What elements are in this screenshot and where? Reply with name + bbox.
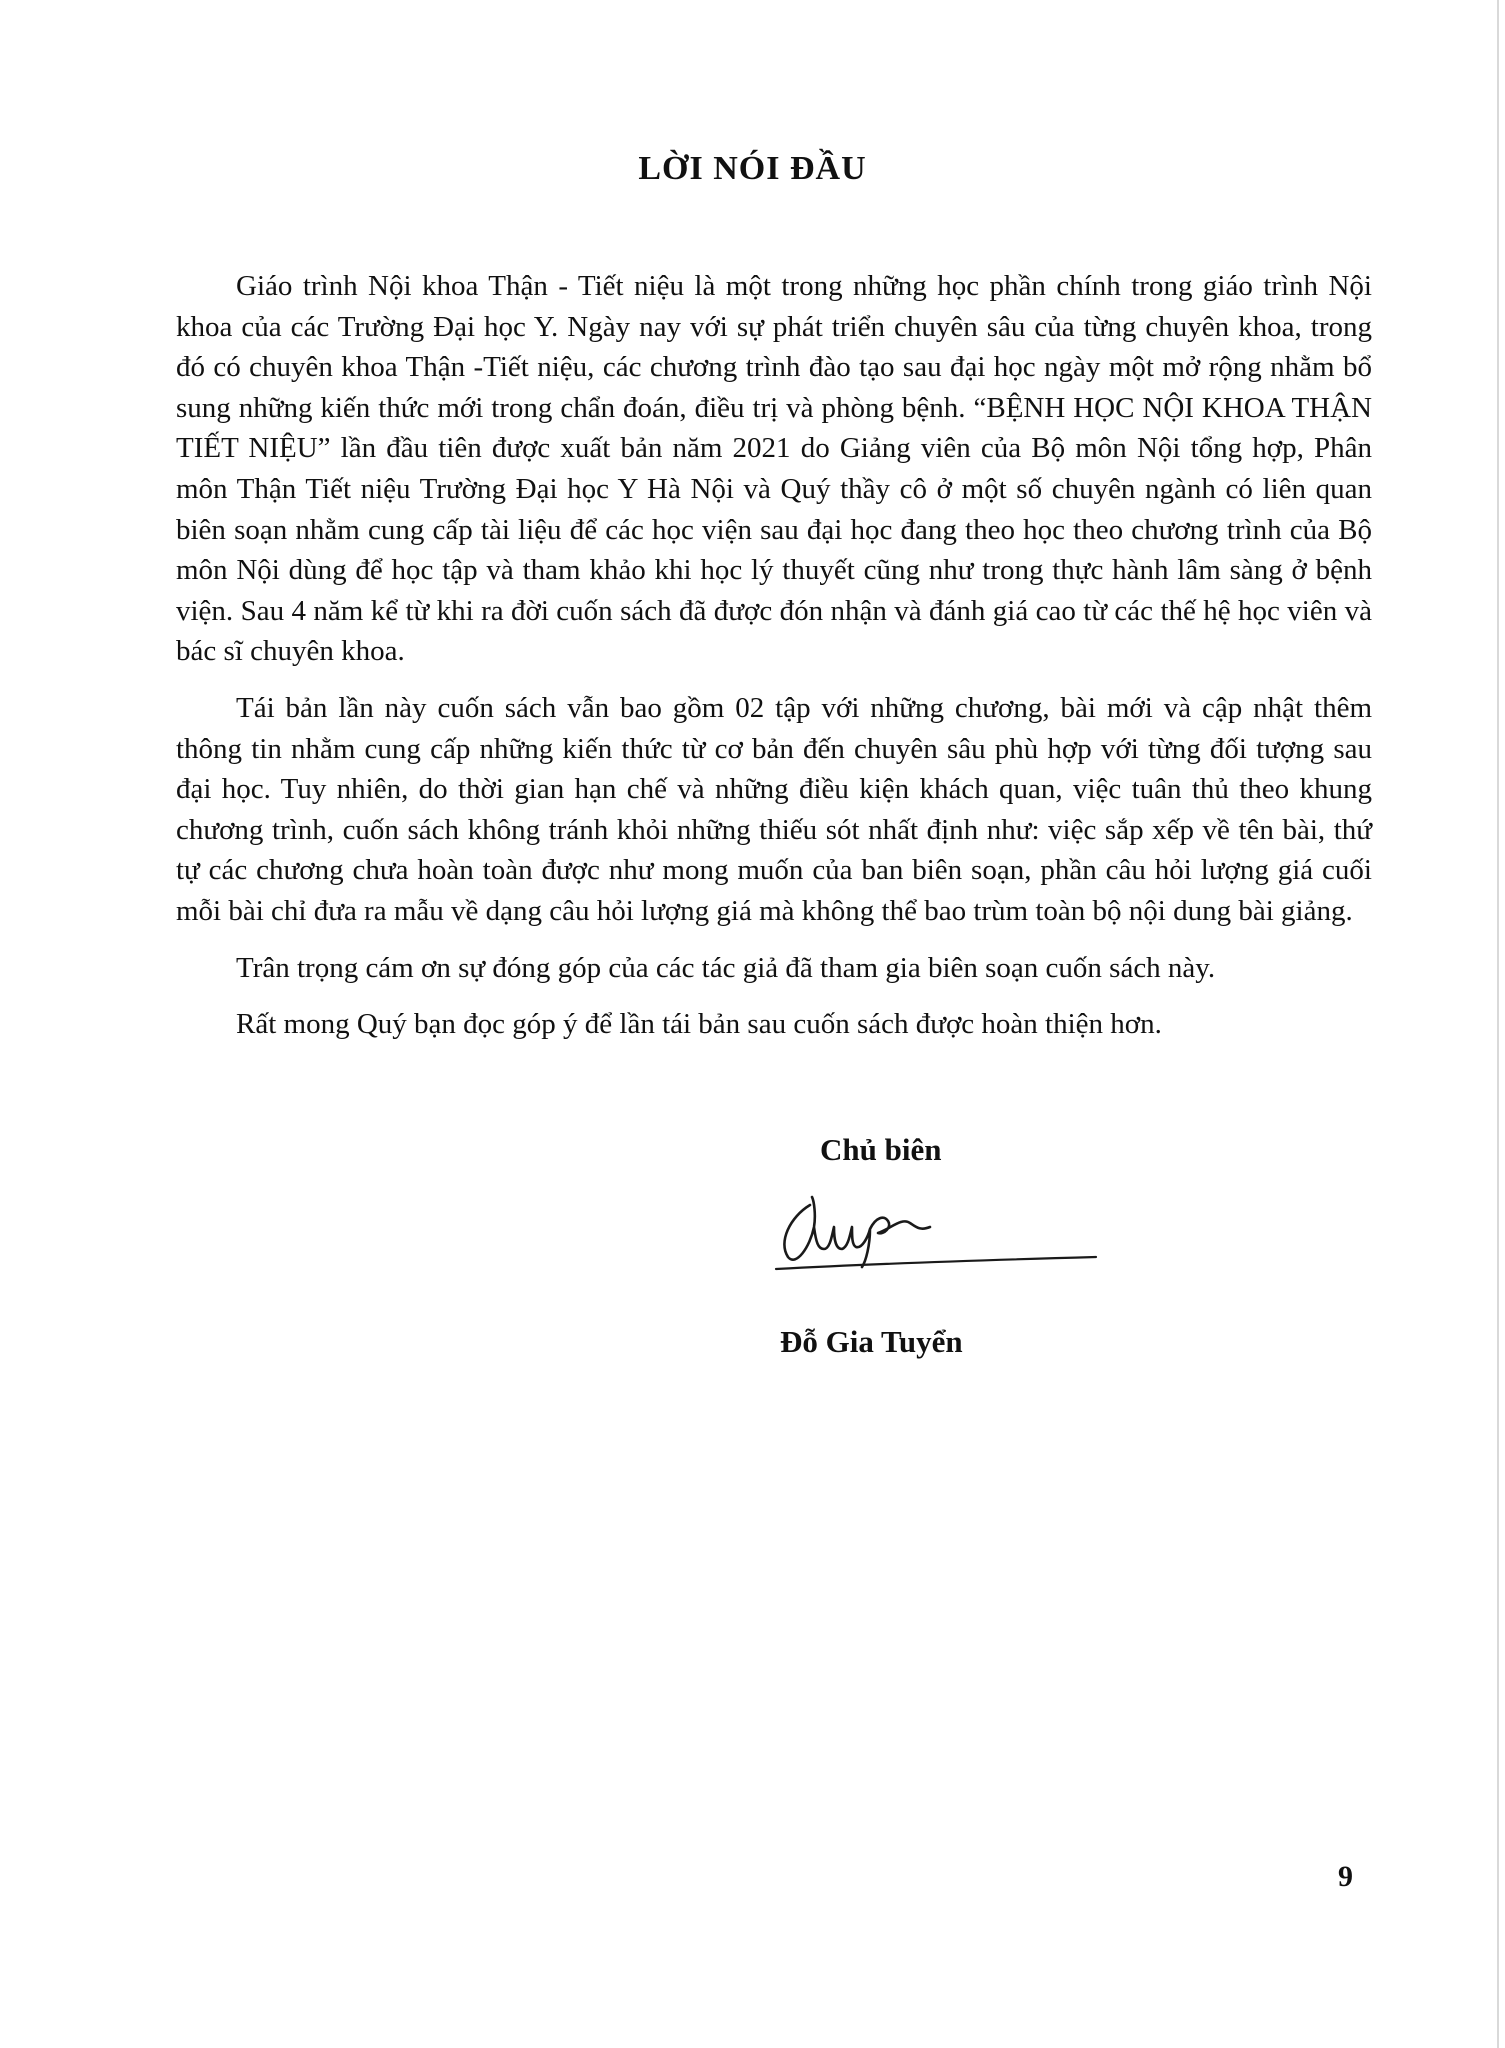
- author-name: Đỗ Gia Tuyển: [780, 1324, 963, 1359]
- editor-role: Chủ biên: [820, 1132, 942, 1167]
- handwritten-signature: [770, 1187, 1100, 1277]
- paragraph-4: Rất mong Quý bạn đọc góp ý để lần tái bản sau cuốn sách được hoàn thiện hơn.: [236, 1008, 1162, 1041]
- paragraph-2: Tái bản lần này cuốn sách vẫn bao gồm 02 tập với những chương, bài mới và cập nhật thêm thông tin nhằm cung cấp những kiến thức từ cơ bản đến chuyên sâu phù hợp với từng đối tượng sau đại học. Tuy nhiên, do thời gian hạn chế và những điều kiện khách quan, việc tuân thủ theo khung chương trình, cuốn sách không tránh khỏi những thiếu sót nhất định như: việc sắp xếp về tên bài, thứ tự các chương chưa hoàn toàn được như mong muốn của ban biên soạn, phần câu hỏi lượng giá cuối mỗi bài chỉ đưa ra mẫu về dạng câu hỏi lượng giá mà không thể bao trùm toàn bộ nội dung bài giảng.: [176, 691, 1372, 927]
- preface-body: [176, 266, 1372, 1045]
- page-number: 9: [1338, 1860, 1353, 1893]
- page-title: LỜI NÓI ĐẦU: [638, 150, 867, 187]
- paragraph-3: Trân trọng cám ơn sự đóng góp của các tác giả đã tham gia biên soạn cuốn sách này.: [236, 951, 1216, 984]
- paragraph-1: Giáo trình Nội khoa Thận - Tiết niệu là một trong những học phần chính trong giáo trình Nội khoa của các Trường Đại học Y. Ngày nay với sự phát triển chuyên sâu của từng chuyên khoa, trong đó có chuyên khoa Thận -Tiết niệu, các chương trình đào tạo sau đại học ngày một mở rộng nhằm bổ sung những kiến thức mới trong chẩn đoán, điều trị và phòng bệnh. “BỆNH HỌC NỘI KHOA THẬN TIẾT NIỆU” lần đầu tiên được xuất bản năm 2021 do Giảng viên của Bộ môn Nội tổng hợp, Phân môn Thận Tiết niệu Trường Đại học Y Hà Nội và Quý thầy cô ở một số chuyên ngành có liên quan biên soạn nhằm cung cấp tài liệu để các học viện sau đại học đang theo học theo chương trình của Bộ môn Nội dùng để học tập và tham khảo khi học lý thuyết cũng như trong thực hành lâm sàng ở bệnh viện. Sau 4 năm kể từ khi ra đời cuốn sách đã được đón nhận và đánh giá cao từ các thế hệ học viên và bác sĩ chuyên khoa.: [176, 270, 1372, 668]
- page-edge-shadow: [1497, 0, 1499, 2048]
